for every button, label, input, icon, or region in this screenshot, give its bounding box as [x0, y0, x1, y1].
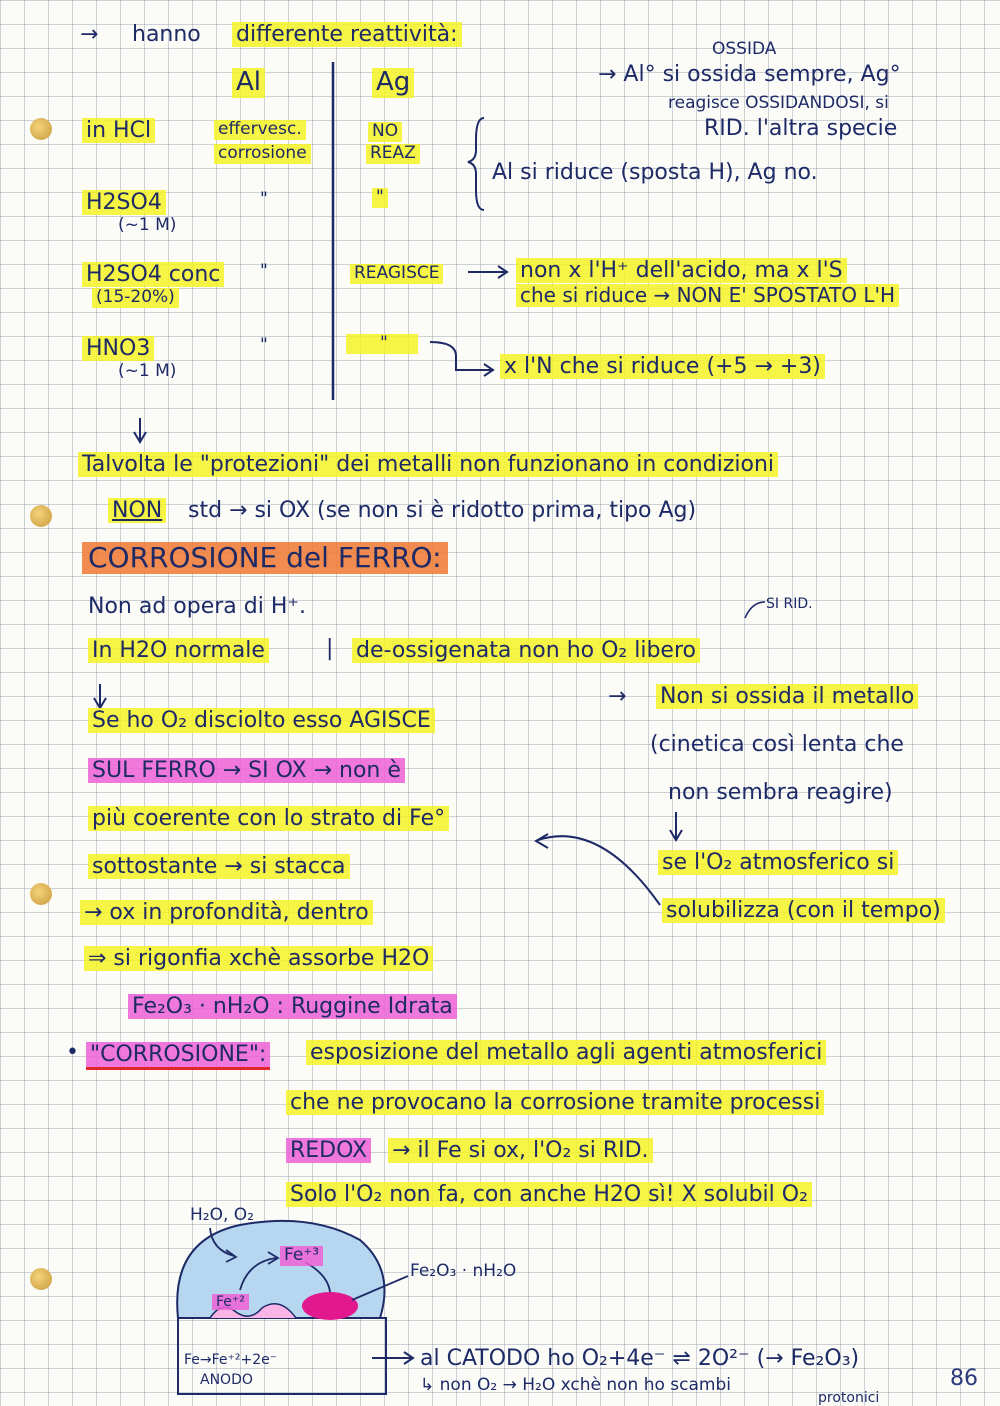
iron-left-4: sottostante → si stacca — [88, 854, 350, 879]
iron-left-3: più coerente con lo strato di Fe° — [88, 806, 449, 831]
talvolta-non: NON — [108, 498, 166, 523]
note-line-1: → Al° si ossida sempre, Ag° — [598, 62, 901, 87]
iron-right-3: non sembra reagire) — [668, 780, 893, 805]
ag-hcl-result: NO — [368, 122, 402, 142]
reagisce-note-1: non x l'H⁺ dell'acido, ma x l'S — [516, 258, 847, 283]
reagent-hno3-conc: (~1 M) — [118, 361, 177, 381]
diagram-fe3-label: Fe⁺³ — [280, 1246, 323, 1266]
iron-left-6: ⇒ si rigonfia xchè assorbe H2O — [84, 946, 433, 971]
ag-h2so4c-result: REAGISCE — [350, 264, 443, 284]
iron-left-2: SUL FERRO → SI OX → non è — [88, 758, 405, 783]
diagram-rust-label: Fe₂O₃ · nH₂O — [410, 1261, 517, 1281]
intro-text: differente reattività: — [232, 22, 462, 47]
iron-right-2: (cinetica così lenta che — [650, 732, 904, 757]
iron-right-4: se l'O₂ atmosferico si — [658, 850, 898, 875]
column-header-al: Al — [232, 68, 265, 98]
definition-line-1: esposizione del metallo agli agenti atmosferici — [306, 1040, 826, 1065]
talvolta-line-1: Talvolta le "protezioni" dei metalli non funzionano in condizioni — [78, 452, 778, 477]
page-number: 86 — [950, 1366, 978, 1391]
diagram-fe2-label: Fe⁺² — [212, 1294, 249, 1310]
talvolta-line-2: std → si OX (se non si è ridotto prima, tipo Ag) — [188, 498, 697, 523]
reagent-hcl: in HCl — [82, 118, 155, 143]
definition-bullet: • — [66, 1040, 79, 1065]
reagent-h2so4: H2SO4 — [82, 190, 166, 215]
al-hcl-result: effervesc. — [214, 120, 306, 140]
iron-line-2a: In H2O normale — [88, 638, 269, 663]
hno3-note: x l'N che si riduce (+5 → +3) — [500, 354, 825, 379]
section-heading: CORROSIONE del FERRO: — [82, 542, 448, 574]
reagent-h2so4-percent: (15-20%) — [92, 288, 179, 308]
definition-line-2: che ne provocano la corrosione tramite processi — [286, 1090, 824, 1115]
iron-line-1: Non ad opera di H⁺. — [88, 594, 306, 619]
ag-hno3-result: " — [346, 334, 418, 354]
solubilizza-highlight: solubilizza (con il tempo) — [662, 898, 945, 923]
column-header-ag: Ag — [372, 68, 414, 98]
ag-hcl-result-2: REAZ — [366, 144, 420, 164]
definition-term: "CORROSIONE": — [86, 1042, 270, 1070]
iron-right-1: Non si ossida il metallo — [656, 684, 918, 709]
note-line-3: RID. l'altra specie — [704, 116, 898, 141]
intro-arrow: → — [80, 22, 99, 47]
reagisce-note-2: che si riduce → NON E' SPOSTATO L'H — [516, 284, 899, 307]
diagram-cathode-2: ↳ non O₂ → H₂O xchè non ho scambi — [420, 1375, 732, 1395]
iron-left-1: Se ho O₂ disciolto esso AGISCE — [88, 708, 435, 733]
ossida-annotation: OSSIDA — [712, 39, 777, 59]
diagram-cathode-3: protonici — [818, 1390, 880, 1406]
diagram-h2o-o2-label: H₂O, O₂ — [190, 1205, 254, 1225]
iron-line-2b: de-ossigenata non ho O₂ libero — [352, 638, 700, 663]
iron-right-5 — [662, 898, 945, 923]
right-arrow: → — [608, 684, 627, 709]
al-hno3-result: " — [260, 335, 268, 355]
definition-line-4: Solo l'O₂ non fa, con anche H2O sì! X solubil O₂ — [286, 1182, 812, 1207]
diagram-anode-label: ANODO — [200, 1372, 253, 1388]
definition-line-3: → il Fe si ox, l'O₂ si RID. — [388, 1138, 653, 1163]
al-hcl-result-2: corrosione — [214, 144, 311, 164]
iron-left-7: Fe₂O₃ · nH₂O : Ruggine Idrata — [128, 994, 457, 1019]
definition-redox: REDOX — [286, 1138, 371, 1163]
si-rid-annotation: SI RID. — [766, 596, 813, 612]
al-h2so4-result: " — [260, 189, 268, 209]
brace-conclusion: Al si riduce (sposta H), Ag no. — [492, 160, 818, 185]
reagent-hno3: HNO3 — [82, 336, 154, 361]
reagent-h2so4-conc: (~1 M) — [118, 215, 177, 235]
al-h2so4c-result: " — [260, 261, 268, 281]
ag-h2so4-result: " — [372, 188, 388, 208]
diagram-anode-equation: Fe→Fe⁺²+2e⁻ — [184, 1352, 278, 1368]
diagram-cathode-1: al CATODO ho O₂+4e⁻ ⇌ 2O²⁻ (→ Fe₂O₃) — [420, 1346, 860, 1371]
iron-divider: | — [326, 636, 334, 661]
intro-hanno: hanno — [132, 22, 201, 47]
note-line-2: reagisce OSSIDANDOSI, si — [668, 93, 889, 113]
iron-left-5: → ox in profondità, dentro — [80, 900, 373, 925]
reagent-h2so4-conc-row: H2SO4 conc — [82, 262, 224, 287]
